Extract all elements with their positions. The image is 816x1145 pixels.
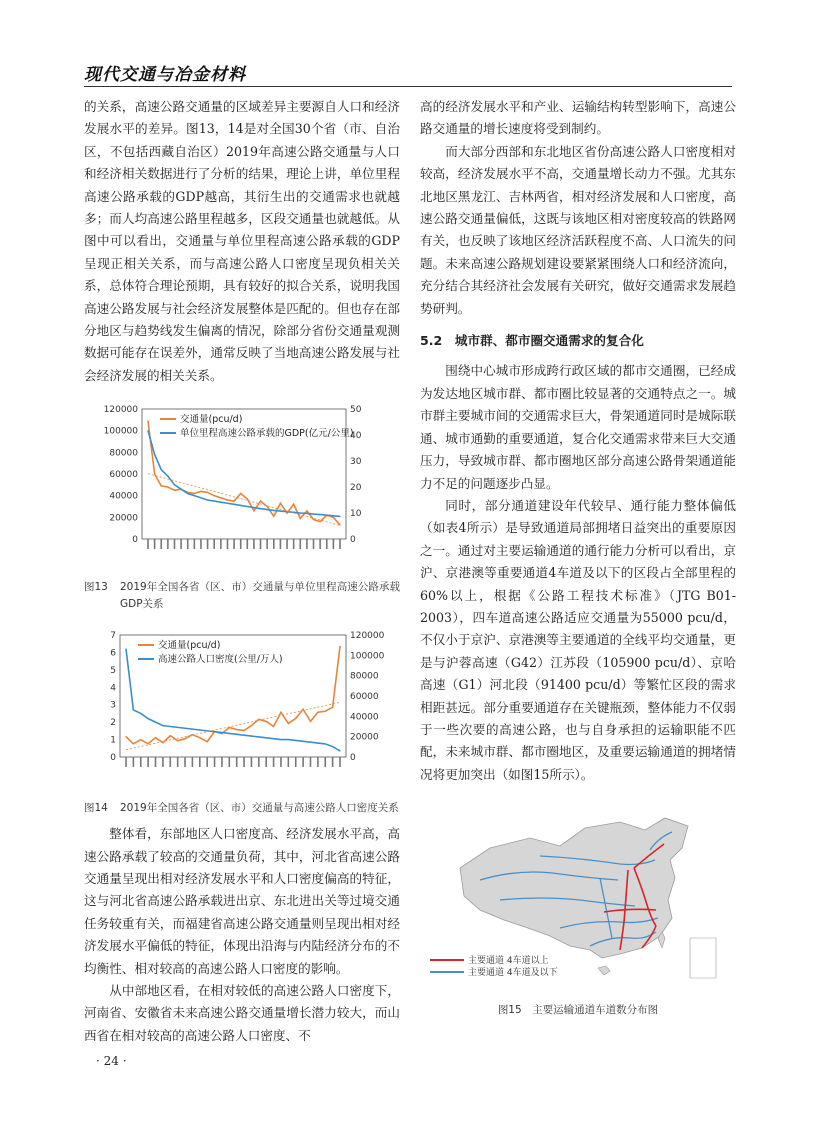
series-point — [140, 739, 141, 740]
series-point — [133, 709, 134, 710]
series-point — [162, 725, 163, 726]
y-left-tick-label: 5 — [110, 665, 116, 676]
series-point — [247, 499, 248, 500]
journal-masthead: 现代交通与冶金材料 — [84, 65, 246, 85]
series-point — [227, 503, 228, 504]
series-point — [247, 506, 248, 507]
y-left-tick-label: 4 — [110, 682, 116, 693]
series-point — [286, 513, 287, 514]
series-point — [313, 519, 314, 520]
series-point — [310, 741, 311, 742]
section-heading-5-2: 5.2 城市群、都市圈交通需求的复合化 — [420, 333, 644, 349]
series-point — [293, 504, 294, 505]
series-point — [273, 726, 274, 727]
series-point — [177, 726, 178, 727]
series-point — [148, 743, 149, 744]
series-point — [161, 469, 162, 470]
series-point — [273, 516, 274, 517]
series-point — [140, 713, 141, 714]
series-point — [339, 645, 340, 646]
series-point — [125, 736, 126, 737]
south-china-sea-inset — [690, 938, 716, 978]
y-left-tick-label: 120000 — [103, 405, 138, 416]
y-right-tick-label: 50 — [350, 405, 362, 416]
series-point — [320, 521, 321, 522]
y-left-tick-label: 20000 — [109, 513, 138, 524]
y-left-tick-label: 6 — [110, 648, 116, 659]
series-point — [339, 525, 340, 526]
series-point — [320, 514, 321, 515]
y-left-tick-label: 40000 — [109, 491, 138, 502]
y-right-tick-label: 120000 — [350, 630, 385, 641]
series-point — [207, 741, 208, 742]
figure-14 — [84, 623, 400, 796]
right-paragraph-2: 而大部分西部和东北地区省份高速公路人口密度相对较高，经济发展水平不高，交通量增长动力不强。尤其东北地区黑龙江、吉林两省，相对经济发展和人口密度，高速公路交通量偏低，这既与该地区相对密度较高的铁路网有关，也反映了该地区经济活跃程度不高、人口流失的问题。未来高速公路规划建设要紧紧围绕人口和经济流向，充分结合其经济社会发展有关研究，做好交通需求发展趋势研判。 — [420, 143, 736, 316]
legend-label: 单位里程高速公路承载的GDP(亿元/公里) — [180, 428, 354, 440]
trend-line — [148, 474, 340, 526]
y-right-tick-label: 30 — [350, 457, 362, 468]
series-point — [167, 476, 168, 477]
series-point — [317, 742, 318, 743]
right-column — [420, 96, 736, 1025]
series-point — [192, 728, 193, 729]
right-paragraph-1: 高的经济发展水平和产业、运输结构转型影响下，高速公路交通量的增长速度将受到制约。 — [420, 99, 736, 137]
y-right-tick-label: 40 — [350, 431, 362, 442]
figure-15 — [420, 808, 736, 1018]
legend-label: 高速公路人口密度(公里/万人) — [158, 653, 283, 665]
series-point — [147, 430, 148, 431]
series-point — [266, 737, 267, 738]
series-point — [333, 517, 334, 518]
series-point — [227, 500, 228, 501]
figure-13-caption-number: 图13 — [84, 580, 108, 593]
y-right-tick-label: 0 — [350, 535, 356, 546]
series-point — [187, 493, 188, 494]
series-point — [207, 500, 208, 501]
y-left-tick-label: 7 — [110, 630, 116, 641]
legend-label: 交通量(pcu/d) — [158, 639, 221, 651]
series-point — [300, 518, 301, 519]
series-point — [177, 740, 178, 741]
series-point — [253, 507, 254, 508]
series-point — [273, 738, 274, 739]
series-point — [233, 501, 234, 502]
series-point — [184, 738, 185, 739]
y-right-tick-label: 0 — [350, 752, 356, 763]
series-point — [317, 711, 318, 712]
series-point — [200, 491, 201, 492]
series-point — [207, 730, 208, 731]
series-point — [194, 493, 195, 494]
y-right-tick-label: 40000 — [350, 712, 379, 723]
series-point — [332, 706, 333, 707]
series-point — [260, 501, 261, 502]
series-point — [125, 648, 126, 649]
series-point — [240, 493, 241, 494]
series-point — [229, 733, 230, 734]
series-point — [325, 743, 326, 744]
legend-label-blue: 主要通道 4车道及以下 — [468, 968, 558, 979]
series-point — [214, 495, 215, 496]
series-point — [194, 495, 195, 496]
series-point — [214, 501, 215, 502]
series-point — [133, 743, 134, 744]
series-point — [300, 513, 301, 514]
series-point — [199, 737, 200, 738]
series-point — [267, 509, 268, 510]
y-left-tick-label: 80000 — [109, 448, 138, 459]
left-column — [84, 96, 400, 1047]
series-point — [293, 512, 294, 513]
figure-15-map — [420, 808, 736, 988]
series-point — [236, 729, 237, 730]
series-point — [221, 732, 222, 733]
legend-label-red: 主要通道 4车道以上 — [468, 956, 549, 967]
series-point — [313, 514, 314, 515]
series-line-blue — [148, 431, 340, 517]
y-left-tick-label: 3 — [110, 700, 116, 711]
series-point — [288, 739, 289, 740]
series-point — [181, 489, 182, 490]
series-point — [258, 736, 259, 737]
y-right-tick-label: 100000 — [350, 651, 385, 662]
y-right-tick-label: 60000 — [350, 691, 379, 702]
series-point — [200, 498, 201, 499]
series-point — [243, 730, 244, 731]
left-paragraph-2: 整体看，东部地区人口密度高、经济发展水平高，高速公路承载了较高的交通量负荷，其中，河北省高速公路交通量呈现出相对经济发展水平和人口密度偏高的特征，这与河北省高速公路承载进出京、东北进出关等过境交通任务较重有关，而福建省高速公路交通量则呈现出相对经济发展水平偏低的特征，体现出沿海与内陆经济分布的不均衡性、相对较高的高速公路人口密度的影响。 — [84, 826, 400, 976]
series-point — [243, 734, 244, 735]
series-point — [273, 510, 274, 511]
series-point — [155, 721, 156, 722]
series-point — [184, 727, 185, 728]
series-point — [154, 454, 155, 455]
series-point — [161, 486, 162, 487]
page-number: · 24 · — [96, 1054, 127, 1068]
series-point — [332, 746, 333, 747]
series-point — [310, 721, 311, 722]
left-paragraph-3: 从中部地区看，在相对较低的高速公路人口密度下，河南省、安徽省未来高速公路交通量增长潜力较大，而山西省在相对较高的高速公路人口密度、不 — [84, 982, 400, 1043]
left-paragraph-1: 的关系，高速公路交通量的区域差异主要源自人口和经济发展水平的差异。图13，14是对全国30个省（市、自治区，不包括西藏自治区）2019年高速公路交通量与人口和经济相关数据进行了分析的结果，理论上讲，单位里程高速公路承载的GDP越高，其衍生出的交通需求也就越多；而人均高速公路里程越多，区段交通量也就越低。从图中可以看出，交通量与单位里程高速公路承载的GDP呈现正相关关系，而与高速公路人口密度呈现负相关关系，总体符合理论预期，具有较好的拟合关系，说明我国高速公路发展与社会经济发展整体是匹配的。但也存在部分地区与趋势线发生偏离的情况，除部分省份交通量观测数据可能存在误差外，通常反映了当地高速公路发展与社会经济发展的相关关系。 — [84, 99, 400, 383]
figure-13-chart — [84, 397, 400, 567]
series-point — [170, 735, 171, 736]
series-point — [214, 731, 215, 732]
series-point — [253, 511, 254, 512]
y-left-tick-label: 0 — [110, 752, 116, 763]
figure-14-chart — [84, 623, 400, 789]
y-right-tick-label: 20 — [350, 483, 362, 494]
y-right-tick-label: 10 — [350, 509, 362, 520]
series-point — [333, 515, 334, 516]
series-point — [326, 515, 327, 516]
y-left-tick-label: 0 — [132, 535, 138, 546]
figure-14-caption-number: 图14 — [84, 802, 108, 815]
series-point — [147, 421, 148, 422]
series-point — [260, 508, 261, 509]
y-left-tick-label: 100000 — [103, 426, 138, 437]
series-point — [280, 503, 281, 504]
series-point — [155, 737, 156, 738]
series-point — [240, 505, 241, 506]
series-point — [339, 750, 340, 751]
figure-13 — [84, 397, 400, 574]
series-point — [295, 717, 296, 718]
series-point — [280, 739, 281, 740]
series-point — [325, 710, 326, 711]
series-point — [199, 729, 200, 730]
series-point — [174, 485, 175, 486]
series-point — [233, 504, 234, 505]
china-map-outline — [460, 818, 688, 958]
hainan-island — [598, 966, 610, 975]
y-left-tick-label: 1 — [110, 735, 116, 746]
series-point — [303, 708, 304, 709]
right-paragraph-4: 同时，部分通道建设年代较早、通行能力整体偏低（如表4所示）是导致通道局部拥堵日益突出的重要原因之一。通过对主要运输通道的通行能力分析可以看出，京沪、京港澳等重要通道4车道及以下的区段占全部里程的60%以上，根据《公路工程技术标准》（JTG B01-2003），四车道高速公路适应交通量为55000 pcu/d，不仅小于京沪、京港澳等主要通道的全线平均交通量，更是与沪蓉高速（G42）江苏段（105900 pcu/d）、京哈高速（G1）河北段（91400 pcu/d）等繁忙区段的需求相距甚远。部分重要通道存在关键瓶颈，整体能力不仅弱于一些次要的高速公路，也与自身承担的运输职能不匹配，未来城市群、都市圈地区，及重要运输通道的拥堵情况将更加突出（如图15所示）。 — [420, 497, 736, 782]
series-point — [295, 740, 296, 741]
figure-13-caption — [84, 579, 400, 613]
y-right-tick-label: 20000 — [350, 732, 379, 743]
series-point — [303, 740, 304, 741]
series-point — [236, 733, 237, 734]
series-point — [148, 718, 149, 719]
y-left-tick-label: 60000 — [109, 470, 138, 481]
series-point — [280, 511, 281, 512]
header-rule — [84, 86, 732, 87]
series-point — [306, 513, 307, 514]
figure-13-caption-text: 2019年全国各省（区、市）交通量与单位里程高速公路承载GDP关系 — [120, 580, 400, 610]
series-point — [267, 506, 268, 507]
y-right-tick-label: 80000 — [350, 671, 379, 682]
figure-14-caption-text: 2019年全国各省（区、市）交通量与高速公路人口密度关系 — [120, 802, 399, 815]
series-point — [220, 502, 221, 503]
series-point — [162, 742, 163, 743]
series-point — [174, 490, 175, 491]
series-point — [339, 516, 340, 517]
figure-15-caption: 图15 主要运输通道车道数分布图 — [497, 1003, 659, 1016]
series-point — [220, 498, 221, 499]
series-point — [251, 735, 252, 736]
figure-14-caption — [84, 800, 400, 817]
right-paragraph-3: 围绕中心城市形成跨行政区域的都市交通圈，已经成为发达地区城市群、都市圈比较显著的交通特点之一。城市群主要城市间的交通需求巨大，骨架通道同时是城际联通、城市通勤的重要通道，复合化交通需求带来巨大交通压力，导致城市群、都市圈地区部分高速公路骨架通道能力不足的问题逐步凸显。 — [420, 363, 736, 491]
series-point — [280, 711, 281, 712]
series-point — [154, 474, 155, 475]
series-point — [251, 725, 252, 726]
legend-label: 交通量(pcu/d) — [180, 414, 243, 426]
series-point — [266, 721, 267, 722]
y-left-tick-label: 2 — [110, 717, 116, 728]
series-point — [167, 487, 168, 488]
series-point — [170, 726, 171, 727]
series-point — [306, 511, 307, 512]
series-point — [207, 492, 208, 493]
series-point — [288, 723, 289, 724]
